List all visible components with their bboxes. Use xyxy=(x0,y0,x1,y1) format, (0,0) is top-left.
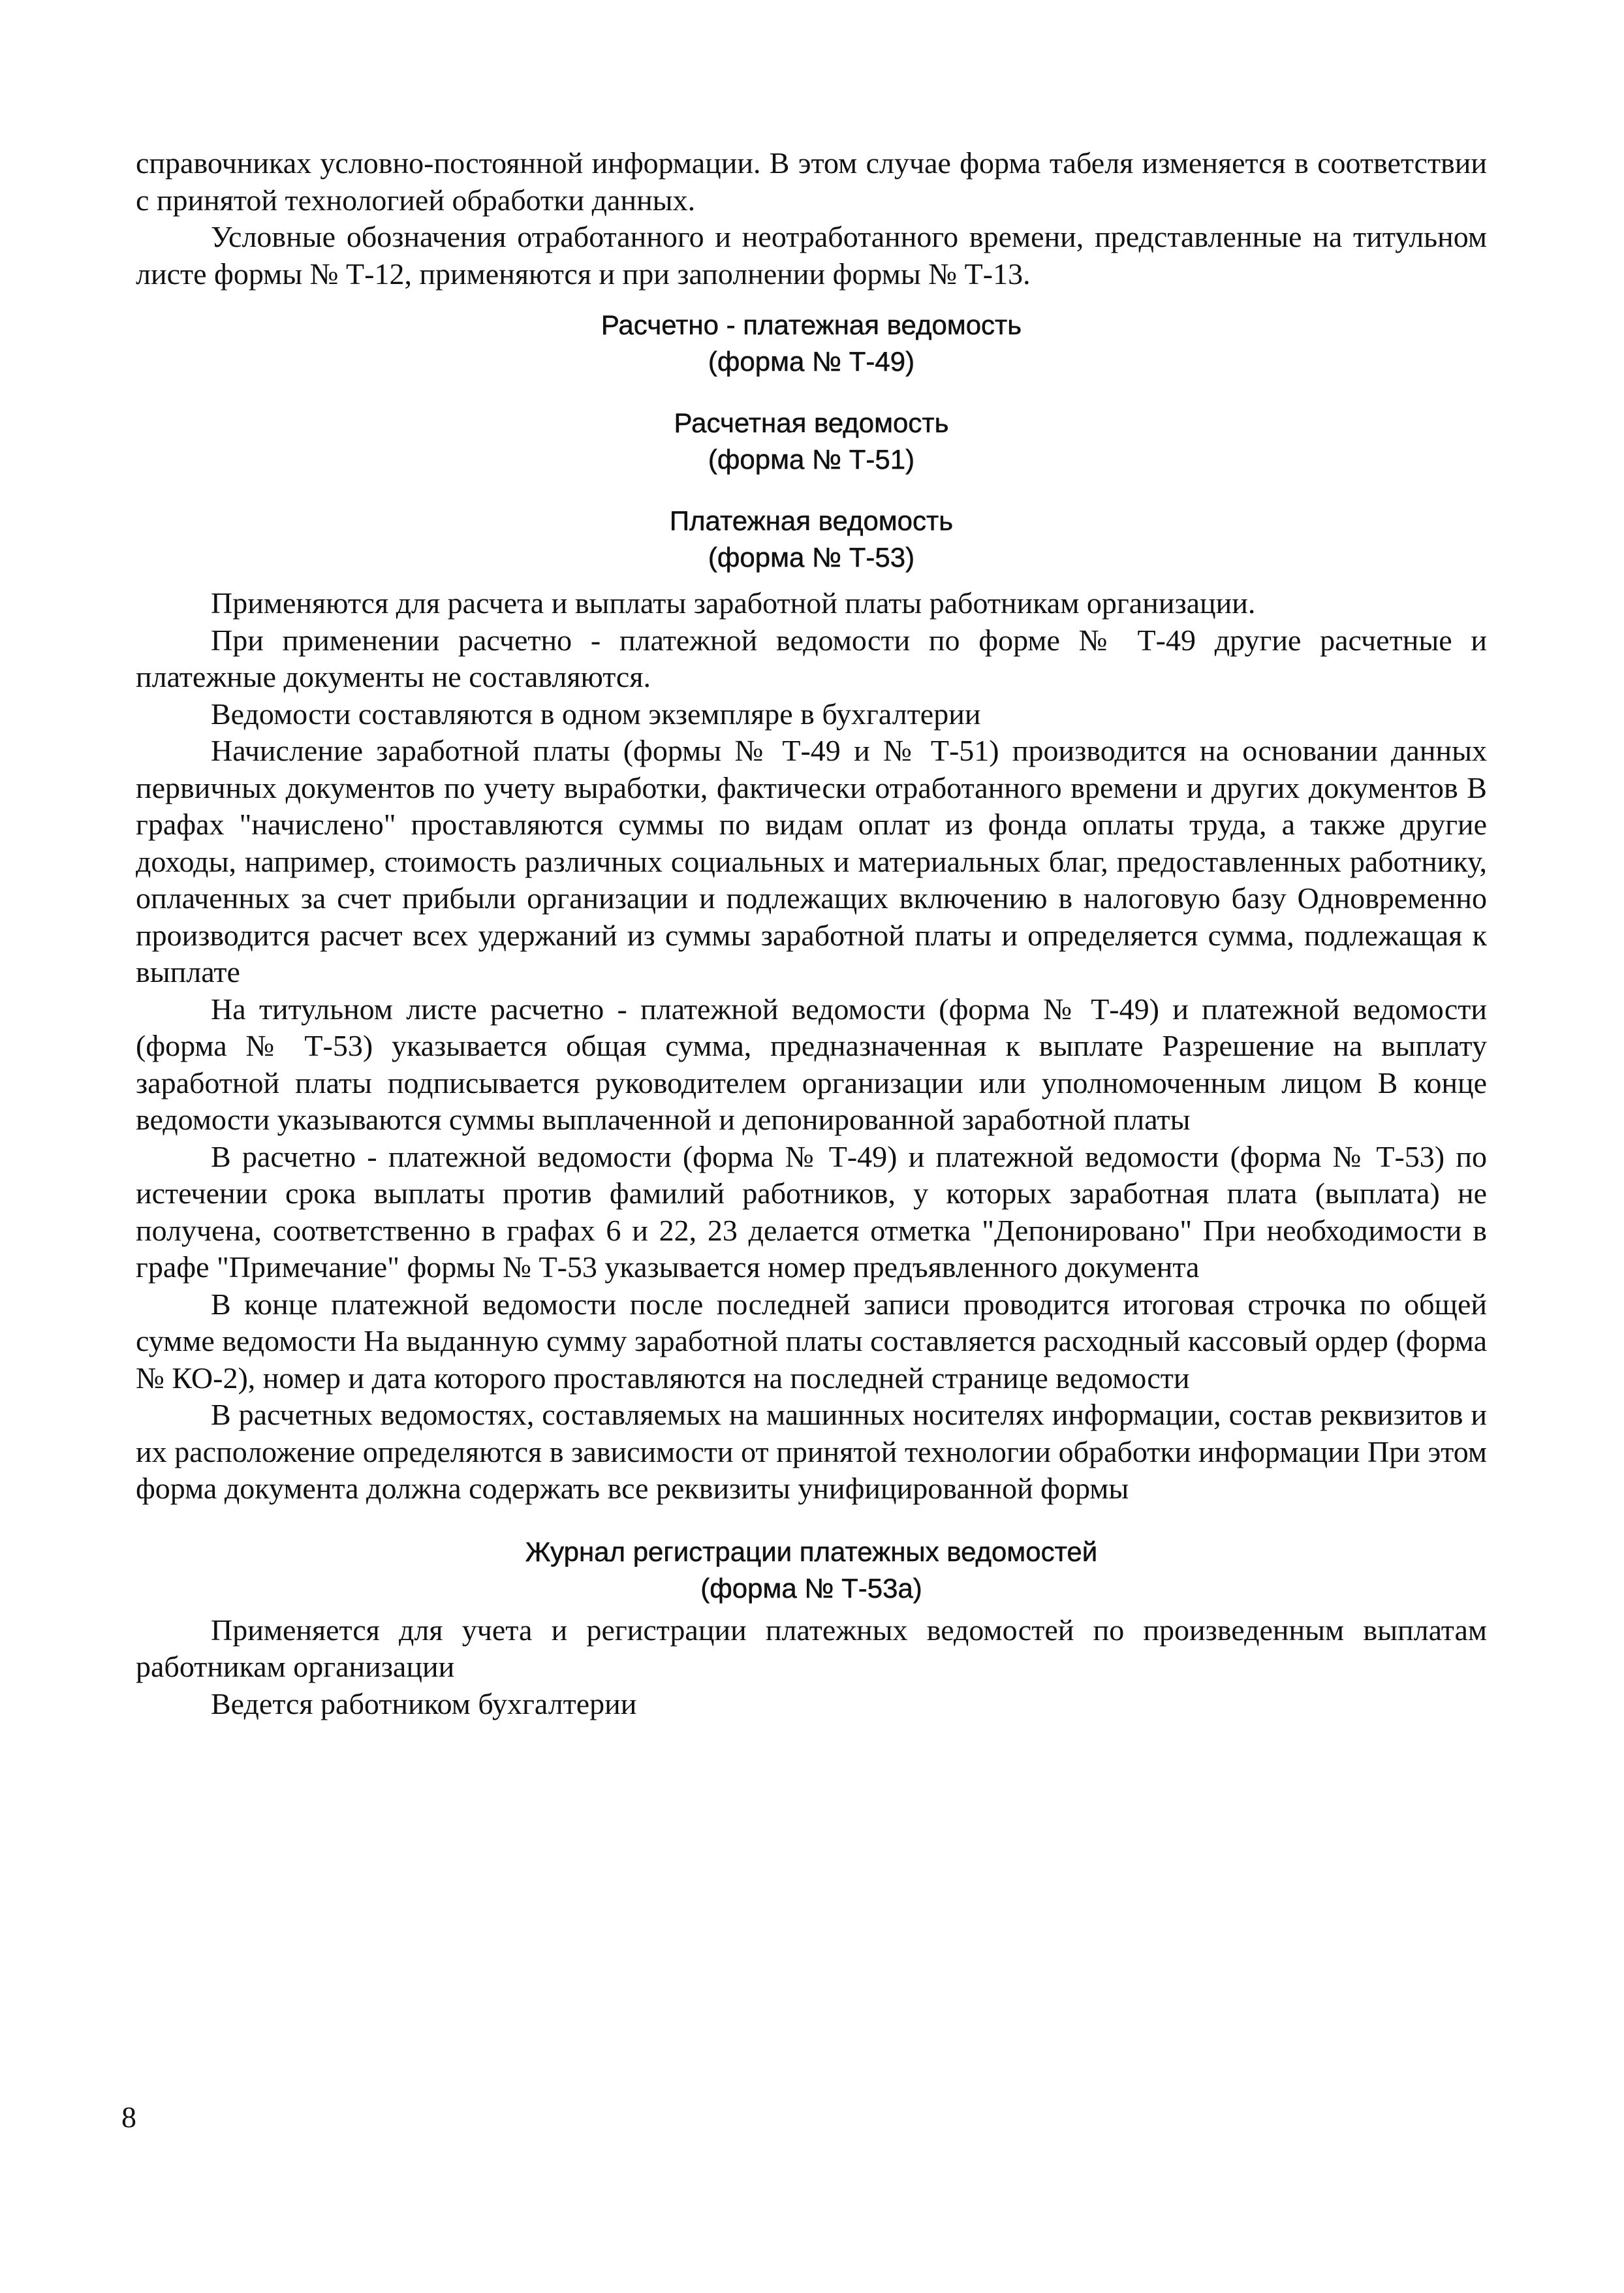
heading-title: Платежная ведомость xyxy=(669,505,954,536)
paragraph-purpose: Применяются для расчета и выплаты заработной платы работникам организации. xyxy=(211,586,1256,620)
heading-form-number: (форма № Т-53а) xyxy=(700,1572,922,1604)
paragraph-accrual: Начисление заработной платы (формы № Т-49 и № Т-51) производится на основании данных первичных документов по учету выработки, фактически отработанного времени и других документов В графах "начислено" проставляются суммы по видам оплат из фонда оплаты труда, а также другие доходы, например, стоимость различных социальных и материальных благ, предоставленных работнику, оплаченных за счет прибыли организации и подлежащих включению в налоговую базу Одновременно производится расчет всех удержаний из суммы заработной платы и определяется сумма, подлежащая к выплате xyxy=(136,734,1487,988)
paragraph-journal-keeper: Ведется работником бухгалтерии xyxy=(211,1686,637,1720)
paragraph-deposited: В расчетно - платежной ведомости (форма № Т-49) и платежной ведомости (форма № Т-53) по истечении срока выплаты против фамилий работников, у которых заработная плата (выплата) не получена, соответственно в графах 6 и 22, 23 делается отметка "Депонировано" При необходимости в графе "Примечание" формы № Т-53 указывается номер предъявленного документа xyxy=(136,1139,1487,1284)
paragraph-no-other-docs: При применении расчетно - платежной ведомости по форме № Т-49 другие расчетные и платежные документы не составляются. xyxy=(136,623,1487,693)
paragraph-total-line: В конце платежной ведомости после последней записи проводится итоговая строчка по общей сумме ведомости На выданную сумму заработной платы составляется расходный кассовый ордер (форма № КО-2), номер и дата которого проставляются на последней странице ведомости xyxy=(136,1287,1487,1395)
heading-form-number: (форма № Т-49) xyxy=(708,346,915,377)
page-number: 8 xyxy=(121,2100,136,2134)
paragraph-intro-continuation: справочниках условно-постоянной информации. В этом случае форма табеля изменяется в соответствии с принятой технологией обработки данных. xyxy=(136,146,1487,217)
paragraph-title-sheet: На титульном листе расчетно - платежной ведомости (форма № Т-49) и платежной ведомости (форма № Т-53) указывается общая сумма, предназначенная к выплате Разрешение на выплату заработной платы подписывается руководителем организации или уполномоченным лицом В конце ведомости указываются суммы выплаченной и депонированной заработной платы xyxy=(136,992,1487,1136)
paragraph-journal-purpose: Применяется для учета и регистрации платежных ведомостей по произведенным выплатам работникам организации xyxy=(136,1613,1487,1683)
section-heading-t53 xyxy=(136,503,1487,576)
section-heading-t53a xyxy=(136,1534,1487,1607)
paragraph-single-copy: Ведомости составляются в одном экземпляре в бухгалтерии xyxy=(211,697,981,731)
section-heading-t51 xyxy=(136,405,1487,478)
heading-title: Расчетная ведомость xyxy=(674,407,949,438)
heading-title: Расчетно - платежная ведомость xyxy=(601,309,1022,340)
heading-title: Журнал регистрации платежных ведомостей xyxy=(525,1536,1098,1567)
paragraph-machine-media: В расчетных ведомостях, составляемых на машинных носителях информации, состав реквизитов и их расположение определяются в зависимости от принятой технологии обработки информации При этом форма документа должна содержать все реквизиты унифицированной формы xyxy=(136,1398,1487,1505)
heading-form-number: (форма № Т-51) xyxy=(708,444,915,475)
heading-form-number: (форма № Т-53) xyxy=(708,542,915,573)
document-page xyxy=(136,145,1487,1722)
section-heading-t49 xyxy=(136,307,1487,380)
paragraph-symbols-note: Условные обозначения отработанного и неотработанного времени, представленные на титульном листе формы № Т-12, применяются и при заполнении формы № Т-13. xyxy=(136,220,1487,291)
